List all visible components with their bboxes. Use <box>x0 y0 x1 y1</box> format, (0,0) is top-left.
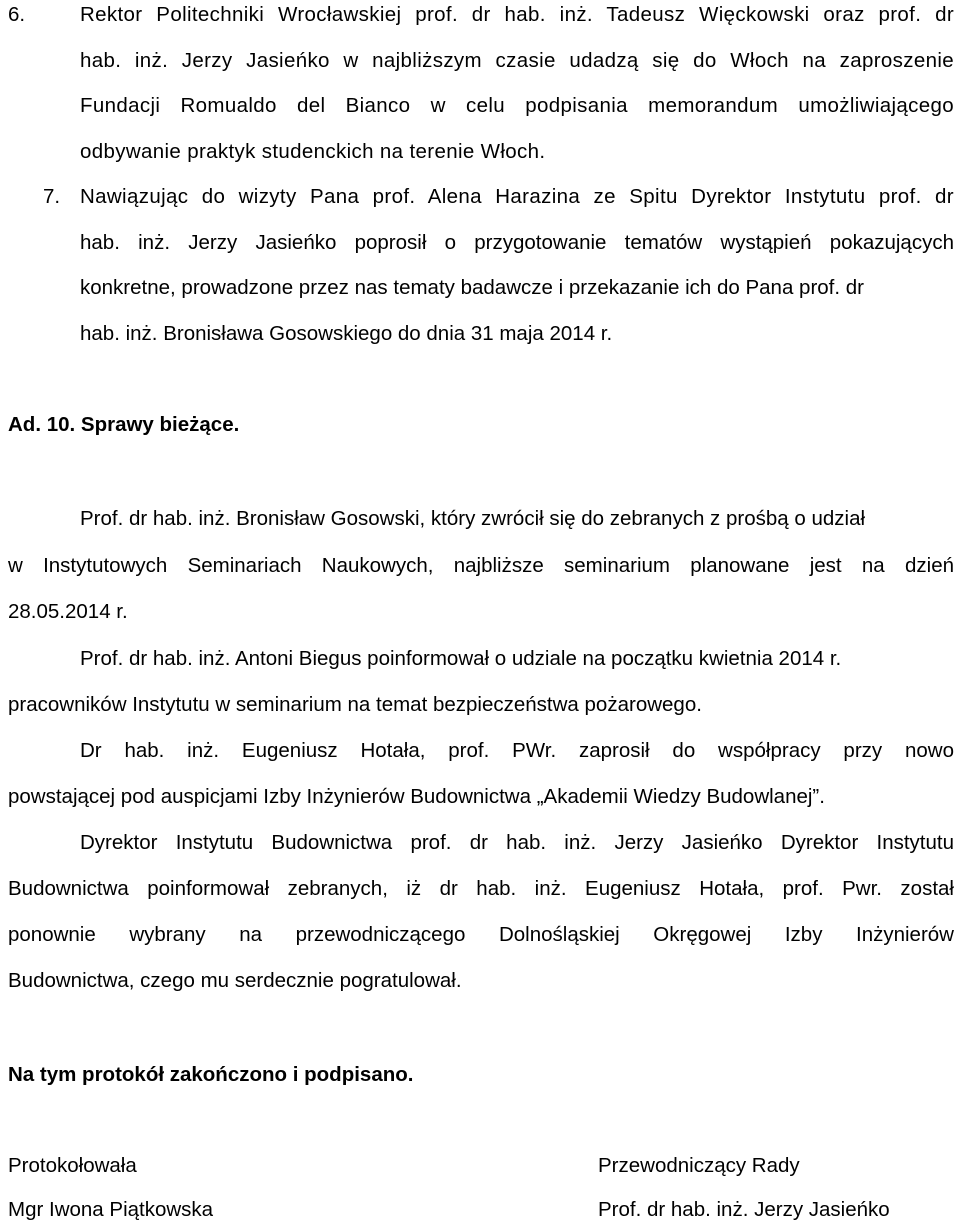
signature-right-name: Prof. dr hab. inż. Jerzy Jasieńko <box>598 1198 890 1221</box>
item-7-number: 7. <box>43 185 61 208</box>
item-6-line-4: odbywanie praktyk studenckich na terenie Włoch. <box>80 140 546 163</box>
signature-left-role: Protokołowała <box>8 1154 137 1177</box>
para-1-line-3: 28.05.2014 r. <box>8 600 128 623</box>
para-1-line-1: Prof. dr hab. inż. Bronisław Gosowski, który zwrócił się do zebranych z prośbą o udział <box>80 507 866 530</box>
item-7-line-2: hab. inż. Jerzy Jasieńko poprosił o przygotowanie tematów wystąpień pokazujących <box>80 231 954 254</box>
item-7-line-4: hab. inż. Bronisława Gosowskiego do dnia 31 maja 2014 r. <box>80 322 613 345</box>
item-6-line-1: Rektor Politechniki Wrocławskiej prof. dr hab. inż. Tadeusz Więckowski oraz prof. dr <box>80 3 954 26</box>
closing-statement: Na tym protokół zakończono i podpisano. <box>8 1063 414 1086</box>
para-1-line-2: w Instytutowych Seminariach Naukowych, najbliższe seminarium planowane jest na dzień <box>8 554 954 577</box>
para-4-line-1: Dyrektor Instytutu Budownictwa prof. dr hab. inż. Jerzy Jasieńko Dyrektor Instytutu <box>80 831 954 854</box>
item-7-line-3: konkretne, prowadzone przez nas tematy badawcze i przekazanie ich do Pana prof. dr <box>80 276 864 299</box>
para-2-line-2: pracowników Instytutu w seminarium na temat bezpieczeństwa pożarowego. <box>8 693 702 716</box>
item-7-line-1: Nawiązując do wizyty Pana prof. Alena Harazina ze Spitu Dyrektor Instytutu prof. dr <box>80 185 954 208</box>
item-6-number: 6. <box>8 3 26 26</box>
para-4-line-3: ponownie wybrany na przewodniczącego Dolnośląskiej Okręgowej Izby Inżynierów <box>8 923 954 946</box>
section-heading: Ad. 10. Sprawy bieżące. <box>8 413 240 436</box>
para-4-line-4: Budownictwa, czego mu serdecznie pogratulował. <box>8 969 462 992</box>
para-3-line-1: Dr hab. inż. Eugeniusz Hotała, prof. PWr. zaprosił do współpracy przy nowo <box>80 739 954 762</box>
signature-left-name: Mgr Iwona Piątkowska <box>8 1198 214 1221</box>
signature-right-role: Przewodniczący Rady <box>598 1154 800 1177</box>
para-2-line-1: Prof. dr hab. inż. Antoni Biegus poinformował o udziale na początku kwietnia 2014 r. <box>80 647 842 670</box>
item-6-line-3: Fundacji Romualdo del Bianco w celu podpisania memorandum umożliwiającego <box>80 94 954 117</box>
para-4-line-2: Budownictwa poinformował zebranych, iż dr hab. inż. Eugeniusz Hotała, prof. Pwr. został <box>8 877 954 900</box>
para-3-line-2: powstającej pod auspicjami Izby Inżynierów Budownictwa „Akademii Wiedzy Budowlanej”. <box>8 785 825 808</box>
item-6-line-2: hab. inż. Jerzy Jasieńko w najbliższym czasie udadzą się do Włoch na zaproszenie <box>80 49 954 72</box>
